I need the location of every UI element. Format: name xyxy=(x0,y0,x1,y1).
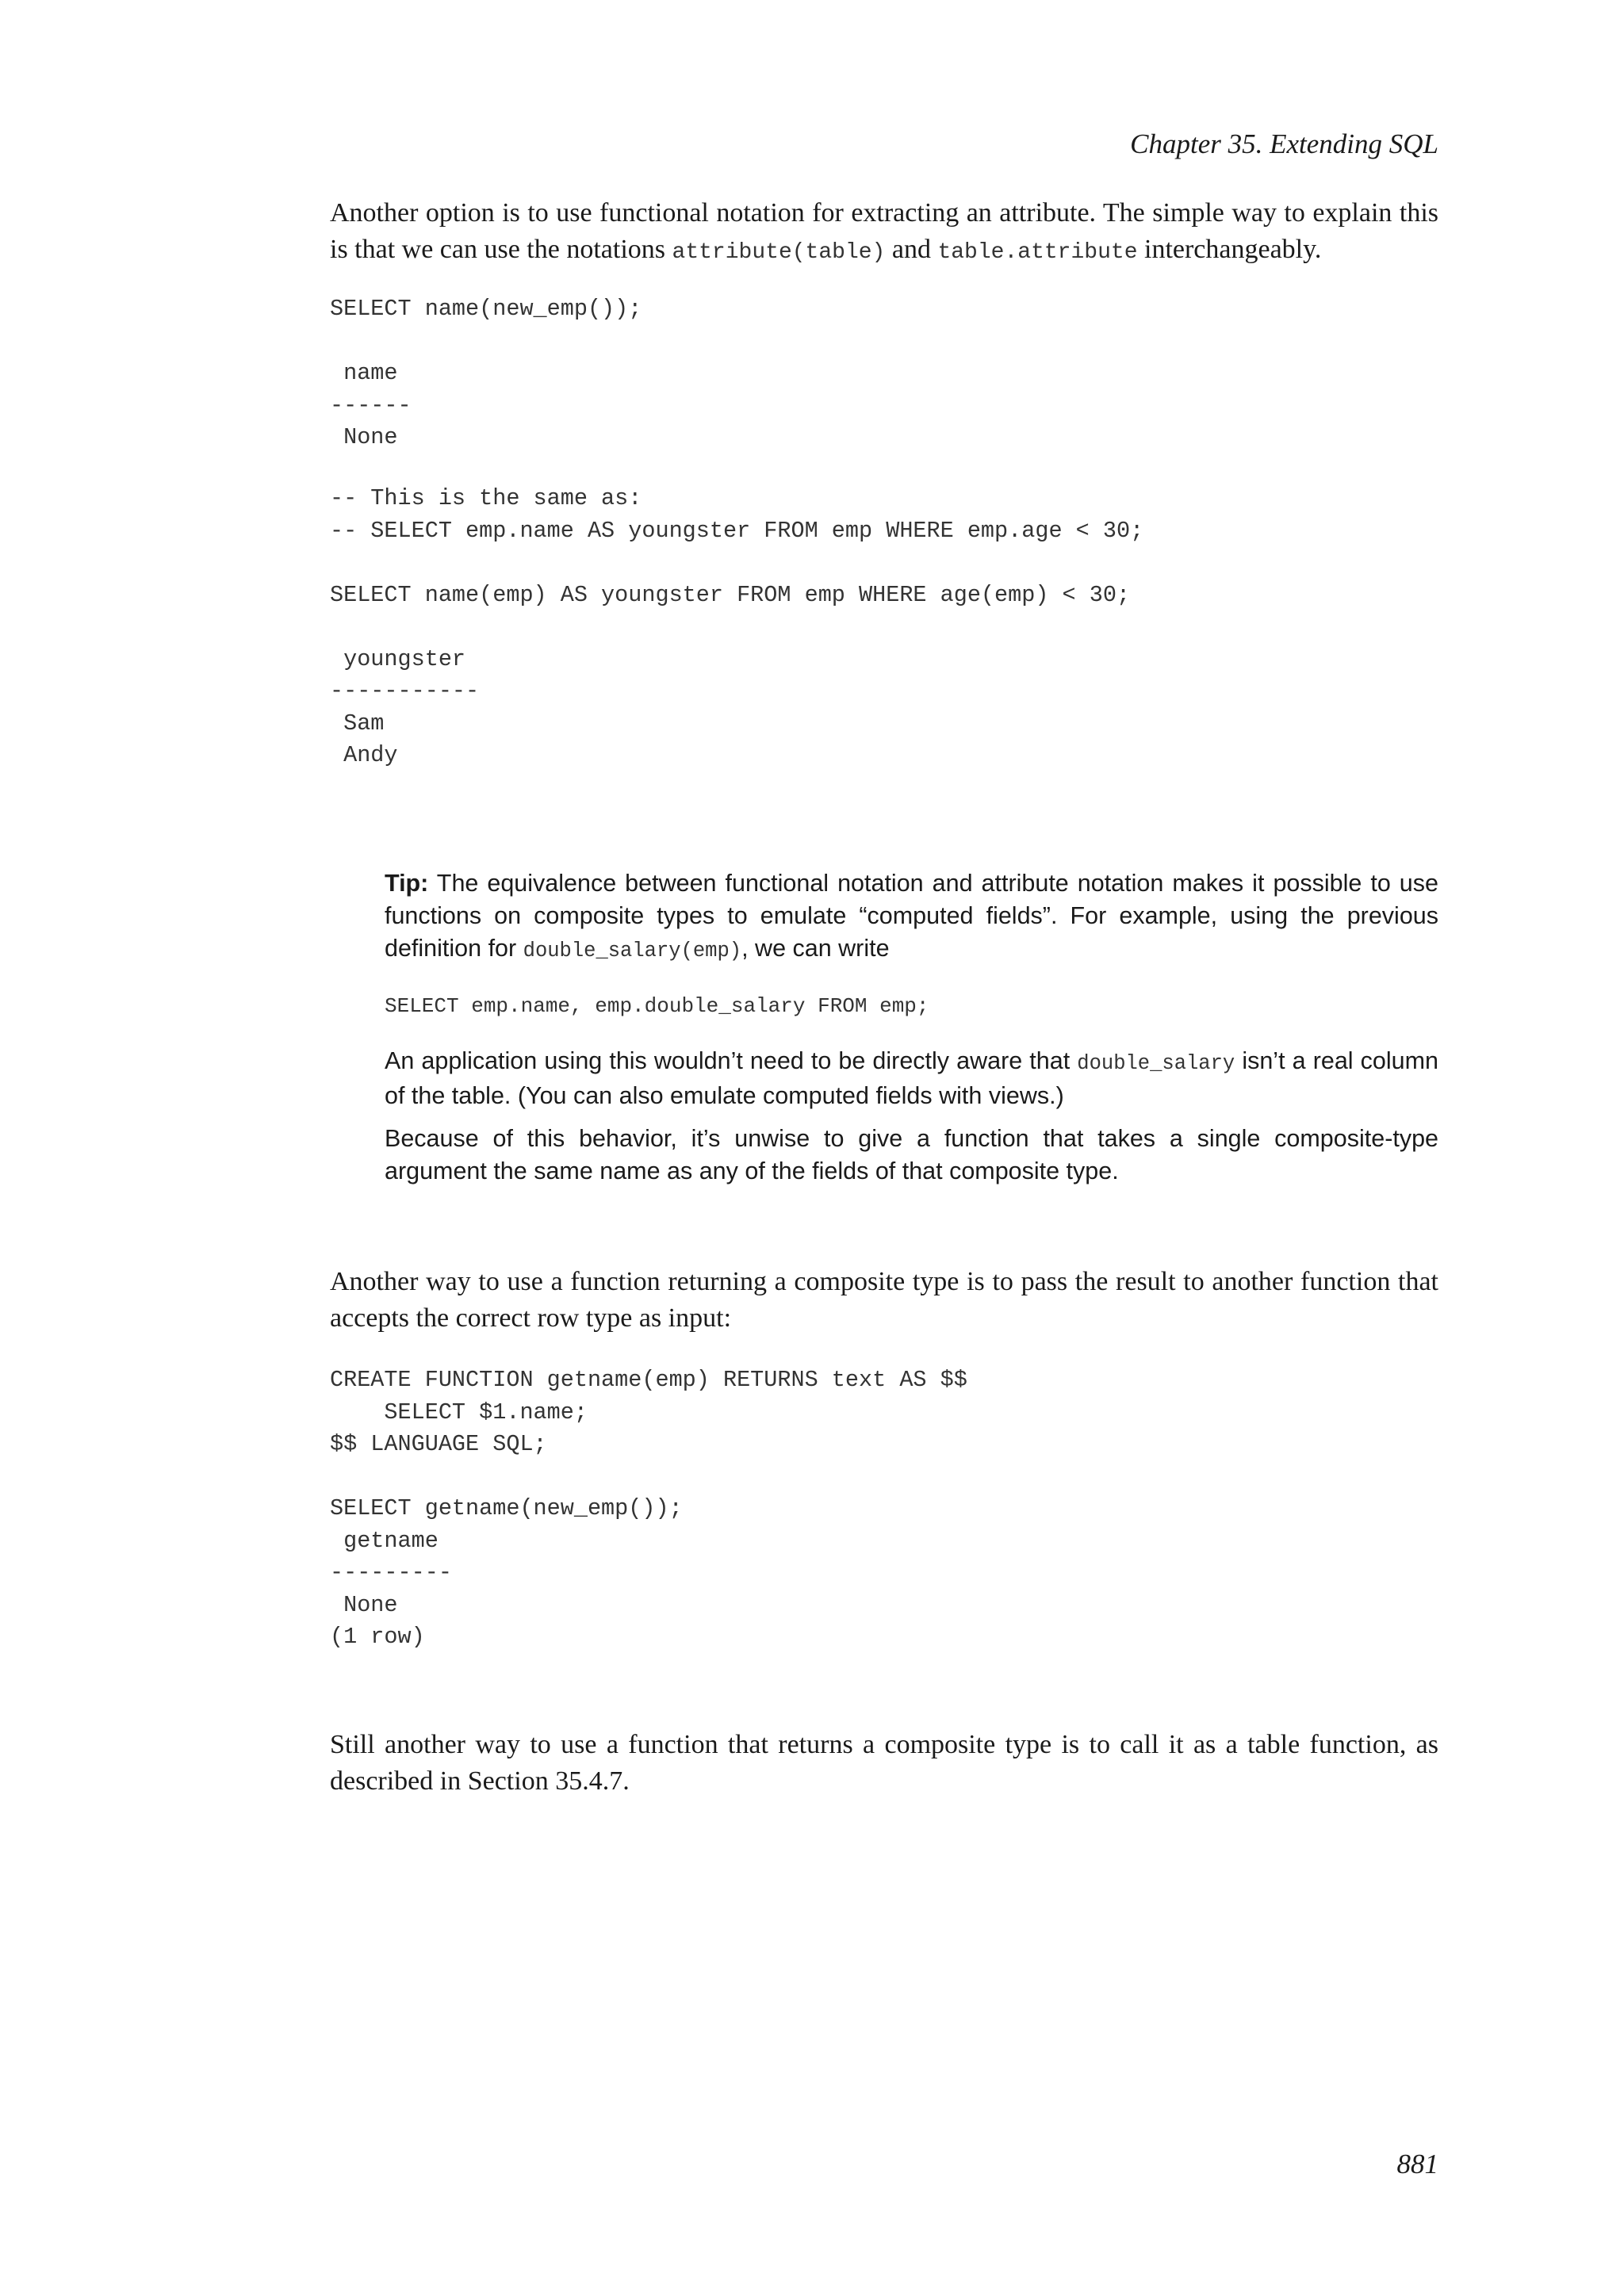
tip-paragraph-3: Because of this behavior, it’s unwise to give a function that takes a single composite-type argument the same name as any of the fields of that composite type. xyxy=(385,1125,1438,1184)
tip-label: Tip: xyxy=(385,870,429,897)
intro-text-after: interchangeably. xyxy=(1137,235,1322,264)
inline-code-attribute-table: attribute(table) xyxy=(672,240,886,265)
tip-code-block: SELECT emp.name, emp.double_salary FROM emp; xyxy=(385,994,929,1018)
tip-p2-text-after: isn’t a real column of the table. (You can also emulate computed fields with views.) xyxy=(385,1047,1438,1109)
paragraph-composite-pass-text: Another way to use a function returning a composite type is to pass the result to another function that accepts the correct row type as input: xyxy=(330,1267,1438,1333)
tip-paragraph-2 xyxy=(385,1045,1438,1112)
tip-paragraph-1 xyxy=(385,867,1438,967)
paragraph-table-function-text: Still another way to use a function that returns a composite type is to call it as a table function, as described in Section 35.4.7. xyxy=(330,1730,1438,1796)
tip-p2-text: An application using this wouldn’t need to be directly aware that xyxy=(385,1047,1078,1074)
intro-text-mid: and xyxy=(885,235,938,264)
page-number: 881 xyxy=(1396,2149,1438,2179)
tip-paragraph-2-wrap xyxy=(385,1045,1438,1112)
tip-p1-text: The equivalence between functional notation and attribute notation makes it possible to use functions on composite types to emulate “computed fields”. For example, using the previous definition for xyxy=(385,870,1438,962)
paragraph-composite-pass xyxy=(330,1264,1438,1337)
inline-code-double-salary-emp: double_salary(emp) xyxy=(523,939,742,962)
inline-code-table-attribute: table.attribute xyxy=(937,240,1138,265)
running-header: Chapter 35. Extending SQL xyxy=(1130,128,1438,159)
code-block-select-name: SELECT name(new_emp()); name ------ None xyxy=(330,296,642,450)
code-block-youngster-query: -- This is the same as: -- SELECT emp.name AS youngster FROM emp WHERE emp.age < 30; SELECT name(emp) AS youngster FROM emp WHERE age(emp) < 30; youngster ----------- Sam Andy xyxy=(330,485,1144,768)
tip-p1-text-after: , we can write xyxy=(741,935,890,962)
paragraph-table-function xyxy=(330,1727,1438,1800)
intro-paragraph xyxy=(330,195,1438,271)
code-block-getname: CREATE FUNCTION getname(emp) RETURNS text AS $$ SELECT $1.name; $$ LANGUAGE SQL; SELECT getname(new_emp()); getname --------- None (1 row) xyxy=(330,1367,967,1650)
tip-paragraph-3-wrap xyxy=(385,1123,1438,1188)
inline-code-double-salary: double_salary xyxy=(1077,1052,1235,1075)
tip-note xyxy=(385,867,1438,967)
intro-text-before: Another option is to use functional notation for extracting an attribute. The simple way to explain this is that we can use the notations xyxy=(330,198,1438,264)
